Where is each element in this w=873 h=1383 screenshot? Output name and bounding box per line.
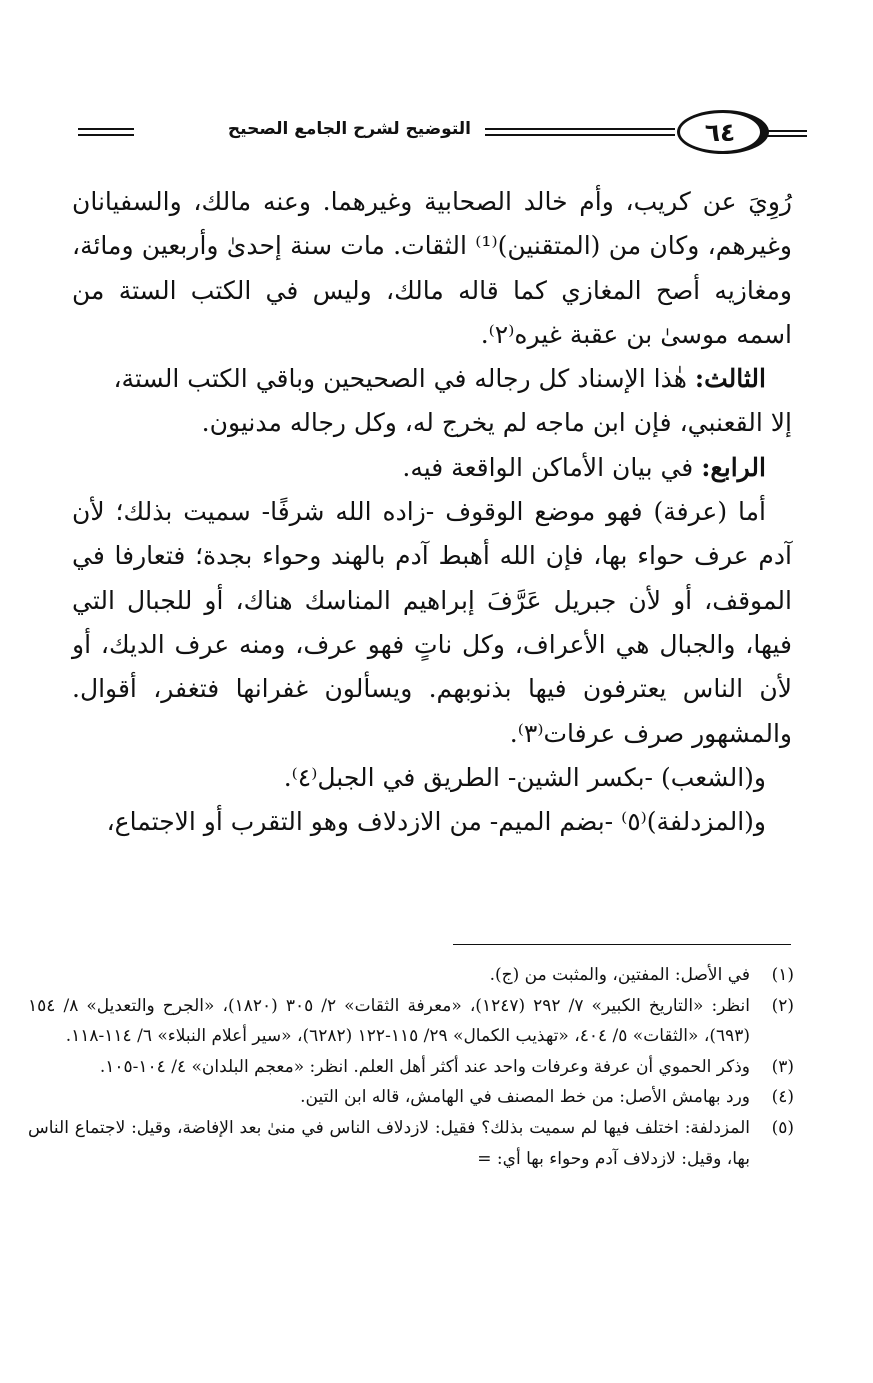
footnote-text: في الأصل: المفتين، والمثبت من (ج). bbox=[489, 965, 750, 985]
footnote-text: انظر: «التاريخ الكبير» ٧/ ٢٩٢ (١٢٤٧)، «معرفة الثقات» ٢/ ٣٠٥ (١٨٢٠)، «الجرح والتعديل» ٨/ ١٥٤ (٦٩٣)، «الثقات» ٥/ ٤٠٤، «تهذيب الكمال» ٢٩/ ١١٥-١٢٢ (٦٢٨٢)، «سير أعلام النبلاء» ٦/ ١١٤-١١٨. bbox=[28, 995, 750, 1047]
footnote-number: (٢) bbox=[771, 995, 794, 1016]
header-rule-right bbox=[765, 130, 807, 137]
fourth-text: في بيان الأماكن الواقعة فيه. bbox=[402, 452, 702, 482]
paragraph-third bbox=[72, 357, 792, 401]
footnote-separator bbox=[453, 944, 791, 945]
footnote-text: ورد بهامش الأصل: من خط المصنف في الهامش، قاله ابن التين. bbox=[300, 1087, 750, 1108]
footnote-number: (١) bbox=[771, 965, 794, 985]
paragraph-muzdalifa: و(المزدلفة)⁽٥⁾ -بضم الميم- من الازدلاف وهو التقرب أو الاجتماع، bbox=[106, 807, 766, 837]
footnote bbox=[28, 1052, 794, 1083]
header-rule-left bbox=[78, 128, 134, 136]
running-header bbox=[72, 108, 807, 160]
third-text: هٰذا الإسناد كل رجاله في الصحيحين وباقي الكتب الستة، bbox=[113, 364, 695, 394]
footnote-number: (٣) bbox=[771, 1056, 794, 1077]
paragraph-musa-bin-uqba: رُوِيَ عن كريب، وأم خالد الصحابية وغيرهما. وعنه مالك، والسفيانان وغيرهم، وكان من (المتقنين)⁽¹⁾ الثقات. مات سنة إحدىٰ وأربعين ومائة، ومغازيه أصح المغازي كما قاله مالك، وليس في الكتب الستة من اسمه موسىٰ بن عقبة غيره⁽٢⁾. bbox=[72, 187, 792, 349]
paragraph-fourth bbox=[72, 446, 792, 490]
running-title: التوضيح لشرح الجامع الصحيح bbox=[227, 119, 471, 139]
page-number: ٦٤ bbox=[704, 117, 736, 147]
fourth-label: الرابع: bbox=[701, 452, 766, 482]
footnote bbox=[28, 1082, 794, 1113]
main-text bbox=[72, 180, 792, 844]
page-number-badge bbox=[677, 110, 769, 154]
footnote bbox=[28, 1113, 794, 1174]
footnote bbox=[28, 960, 794, 991]
paragraph-shib: و(الشعب) -بكسر الشين- الطريق في الجبل⁽٤⁾. bbox=[283, 762, 766, 792]
header-rule-middle bbox=[485, 128, 675, 136]
footnote-number: (٤) bbox=[771, 1087, 794, 1108]
footnote bbox=[28, 991, 794, 1052]
paragraph-arafa: أما (عرفة) فهو موضع الوقوف -زاده الله شرفًا- سميت بذلك؛ لأن آدم عرف حواء بها، فإن الله أهبط آدم بالهند وحواء بجدة؛ فتعارفا في الموقف، أو لأن جبريل عَرَّفَ إبراهيم المناسك هناك، أو للجبال التي فيها، والجبال هي الأعراف، وكل ناتٍ فهو عرف، ومنه عرف الديك، أو لأن الناس يعترفون فيها بذنوبهم. ويسألون غفرانها فتغفر، أقوال. والمشهور صرف عرفات⁽٣⁾. bbox=[72, 497, 792, 748]
paragraph-third-cont: إلا القعنبي، فإن ابن ماجه لم يخرج له، وكل رجاله مدنيون. bbox=[201, 408, 792, 438]
footnotes bbox=[28, 960, 794, 1174]
third-label: الثالث: bbox=[694, 364, 766, 394]
footnote-number: (٥) bbox=[771, 1117, 794, 1138]
footnote-text: وذكر الحموي أن عرفة وعرفات واحد عند أكثر أهل العلم. انظر: «معجم البلدان» ٤/ ١٠٤-١٠٥. bbox=[99, 1056, 750, 1077]
footnote-text: المزدلفة: اختلف فيها لم سميت بذلك؟ فقيل: لازدلاف الناس في منىٰ بعد الإفاضة، وقيل: لاجتماع الناس بها، وقيل: لازدلاف آدم وحواء بها أي: = bbox=[28, 1117, 750, 1169]
